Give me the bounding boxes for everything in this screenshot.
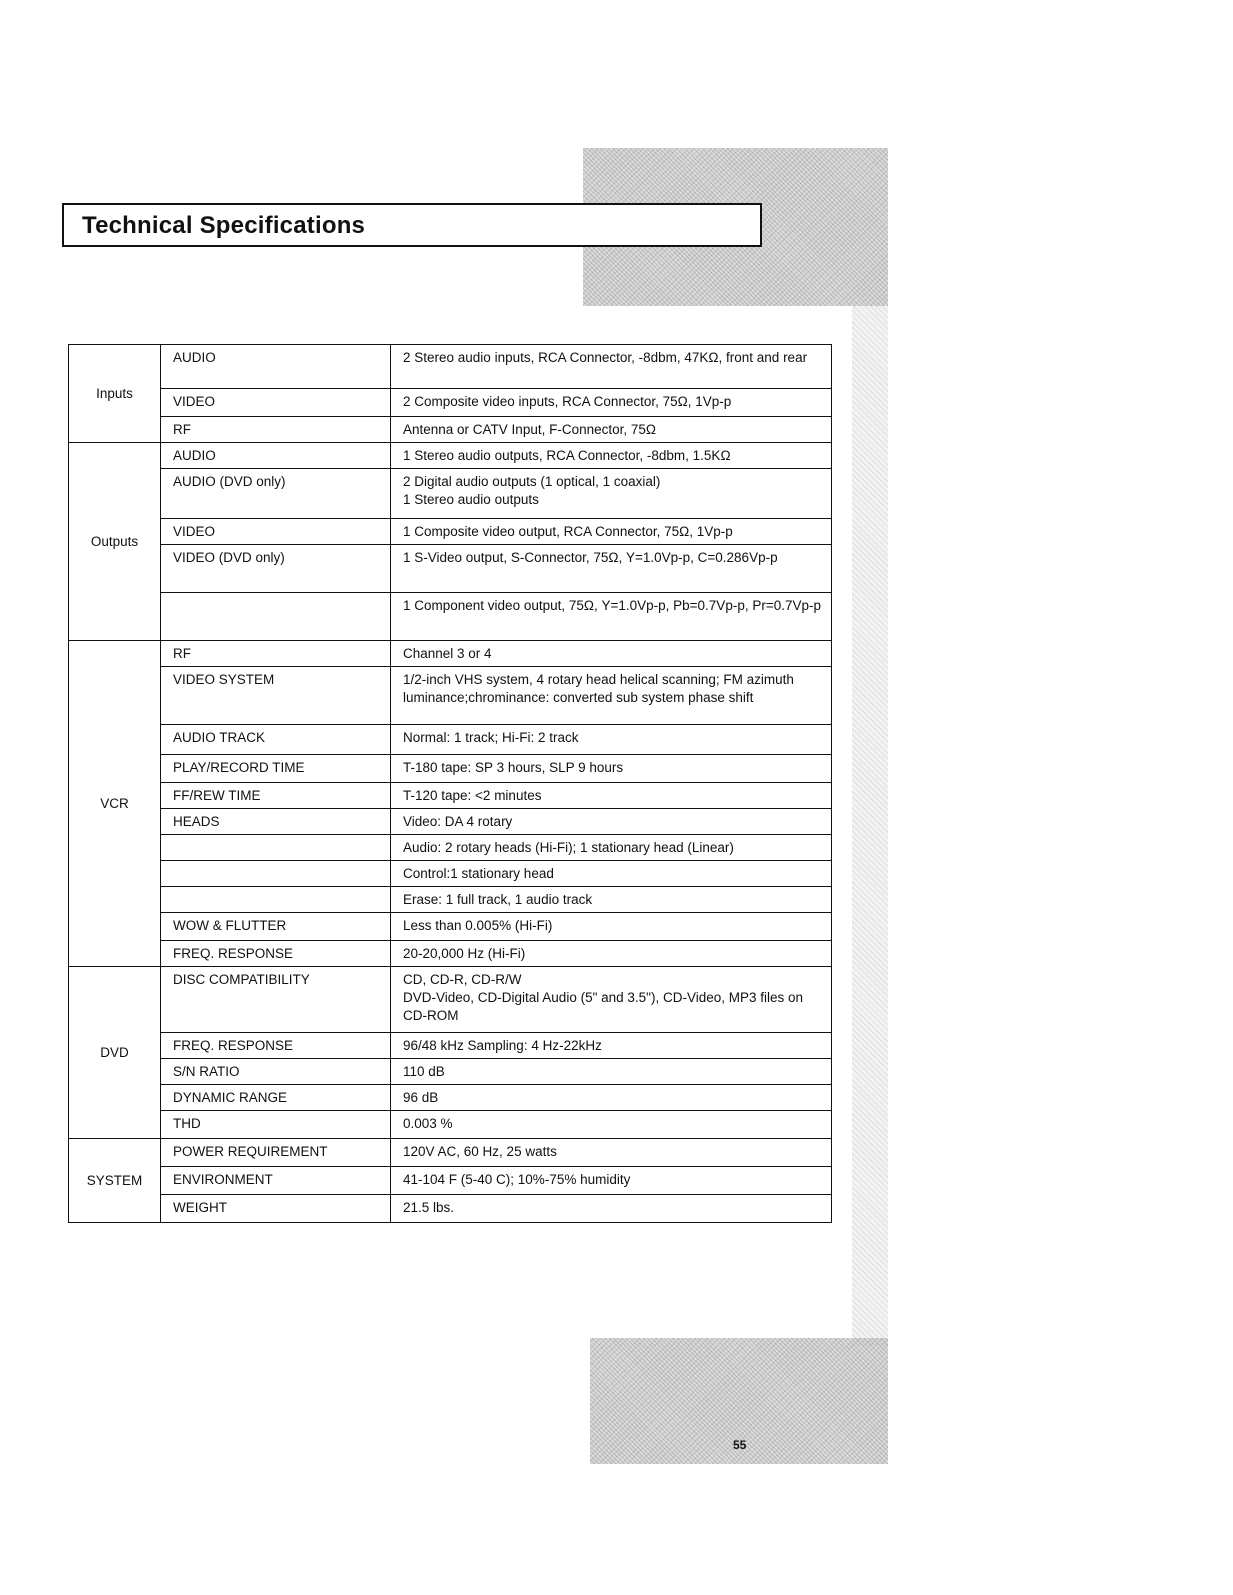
spec-label xyxy=(161,835,391,861)
spec-value: 2 Stereo audio inputs, RCA Connector, -8dbm, 47KΩ, front and rear xyxy=(391,345,832,389)
spec-label: PLAY/RECORD TIME xyxy=(161,755,391,783)
spec-value: 1 Component video output, 75Ω, Y=1.0Vp-p, Pb=0.7Vp-p, Pr=0.7Vp-p xyxy=(391,593,832,641)
spec-label: FREQ. RESPONSE xyxy=(161,1033,391,1059)
spec-row xyxy=(69,1033,832,1059)
spec-label: DISC COMPATIBILITY xyxy=(161,967,391,1033)
spec-row xyxy=(69,783,832,809)
spec-row xyxy=(69,469,832,519)
spec-row xyxy=(69,941,832,967)
spec-label: VIDEO SYSTEM xyxy=(161,667,391,725)
halftone-decoration-side xyxy=(852,306,888,1346)
spec-value: Antenna or CATV Input, F-Connector, 75Ω xyxy=(391,417,832,443)
spec-row xyxy=(69,913,832,941)
spec-row xyxy=(69,593,832,641)
spec-value: 1 Stereo audio outputs, RCA Connector, -8dbm, 1.5KΩ xyxy=(391,443,832,469)
spec-value: 0.003 % xyxy=(391,1111,832,1139)
spec-value: T-180 tape: SP 3 hours, SLP 9 hours xyxy=(391,755,832,783)
spec-label: AUDIO TRACK xyxy=(161,725,391,755)
spec-value: 1 Composite video output, RCA Connector, 75Ω, 1Vp-p xyxy=(391,519,832,545)
spec-row xyxy=(69,809,832,835)
spec-row xyxy=(69,667,832,725)
spec-value: Audio: 2 rotary heads (Hi-Fi); 1 stationary head (Linear) xyxy=(391,835,832,861)
spec-row xyxy=(69,443,832,469)
spec-label: RF xyxy=(161,417,391,443)
spec-row xyxy=(69,967,832,1033)
spec-label: ENVIRONMENT xyxy=(161,1167,391,1195)
spec-value: Video: DA 4 rotary xyxy=(391,809,832,835)
spec-value: Erase: 1 full track, 1 audio track xyxy=(391,887,832,913)
spec-label: DYNAMIC RANGE xyxy=(161,1085,391,1111)
spec-label xyxy=(161,593,391,641)
spec-label: WOW & FLUTTER xyxy=(161,913,391,941)
spec-row xyxy=(69,1139,832,1167)
spec-label: RF xyxy=(161,641,391,667)
spec-row xyxy=(69,519,832,545)
spec-label: VIDEO xyxy=(161,389,391,417)
spec-label: AUDIO xyxy=(161,345,391,389)
spec-value: Control:1 stationary head xyxy=(391,861,832,887)
spec-value: 21.5 lbs. xyxy=(391,1195,832,1223)
spec-value: 41-104 F (5-40 C); 10%-75% humidity xyxy=(391,1167,832,1195)
spec-value: 2 Composite video inputs, RCA Connector, 75Ω, 1Vp-p xyxy=(391,389,832,417)
spec-value: Less than 0.005% (Hi-Fi) xyxy=(391,913,832,941)
spec-table xyxy=(68,344,832,1223)
page-number: 55 xyxy=(733,1438,747,1452)
spec-value: 1/2-inch VHS system, 4 rotary head helical scanning; FM azimuth luminance;chrominance: converted sub system phase shift xyxy=(391,667,832,725)
spec-row xyxy=(69,861,832,887)
spec-value: T-120 tape: <2 minutes xyxy=(391,783,832,809)
spec-row xyxy=(69,641,832,667)
spec-label xyxy=(161,861,391,887)
spec-value: 110 dB xyxy=(391,1059,832,1085)
spec-label: POWER REQUIREMENT xyxy=(161,1139,391,1167)
spec-row xyxy=(69,345,832,389)
spec-label: AUDIO (DVD only) xyxy=(161,469,391,519)
spec-label: THD xyxy=(161,1111,391,1139)
spec-value: CD, CD-R, CD-R/W DVD-Video, CD-Digital Audio (5" and 3.5"), CD-Video, MP3 files on CD-ROM xyxy=(391,967,832,1033)
spec-row xyxy=(69,887,832,913)
page-title-box xyxy=(62,203,762,247)
spec-value: 96 dB xyxy=(391,1085,832,1111)
spec-label: AUDIO xyxy=(161,443,391,469)
spec-row xyxy=(69,1059,832,1085)
spec-row xyxy=(69,389,832,417)
spec-label: FF/REW TIME xyxy=(161,783,391,809)
spec-value: 2 Digital audio outputs (1 optical, 1 coaxial) 1 Stereo audio outputs xyxy=(391,469,832,519)
spec-row xyxy=(69,1085,832,1111)
spec-row xyxy=(69,755,832,783)
spec-value: 96/48 kHz Sampling: 4 Hz-22kHz xyxy=(391,1033,832,1059)
spec-row xyxy=(69,545,832,593)
spec-value: 120V AC, 60 Hz, 25 watts xyxy=(391,1139,832,1167)
spec-row xyxy=(69,835,832,861)
spec-label: FREQ. RESPONSE xyxy=(161,941,391,967)
spec-category: DVD xyxy=(69,967,161,1139)
spec-row xyxy=(69,725,832,755)
page-title: Technical Specifications xyxy=(82,212,366,239)
spec-label: VIDEO xyxy=(161,519,391,545)
spec-category: VCR xyxy=(69,641,161,967)
spec-label: HEADS xyxy=(161,809,391,835)
spec-row xyxy=(69,1167,832,1195)
spec-label: WEIGHT xyxy=(161,1195,391,1223)
spec-value: Normal: 1 track; Hi-Fi: 2 track xyxy=(391,725,832,755)
spec-value: 1 S-Video output, S-Connector, 75Ω, Y=1.0Vp-p, C=0.286Vp-p xyxy=(391,545,832,593)
spec-label xyxy=(161,887,391,913)
spec-value: 20-20,000 Hz (Hi-Fi) xyxy=(391,941,832,967)
spec-value: Channel 3 or 4 xyxy=(391,641,832,667)
spec-category: Outputs xyxy=(69,443,161,641)
spec-category: SYSTEM xyxy=(69,1139,161,1223)
spec-label: VIDEO (DVD only) xyxy=(161,545,391,593)
spec-row xyxy=(69,1111,832,1139)
spec-row xyxy=(69,417,832,443)
spec-row xyxy=(69,1195,832,1223)
spec-category: Inputs xyxy=(69,345,161,443)
spec-label: S/N RATIO xyxy=(161,1059,391,1085)
